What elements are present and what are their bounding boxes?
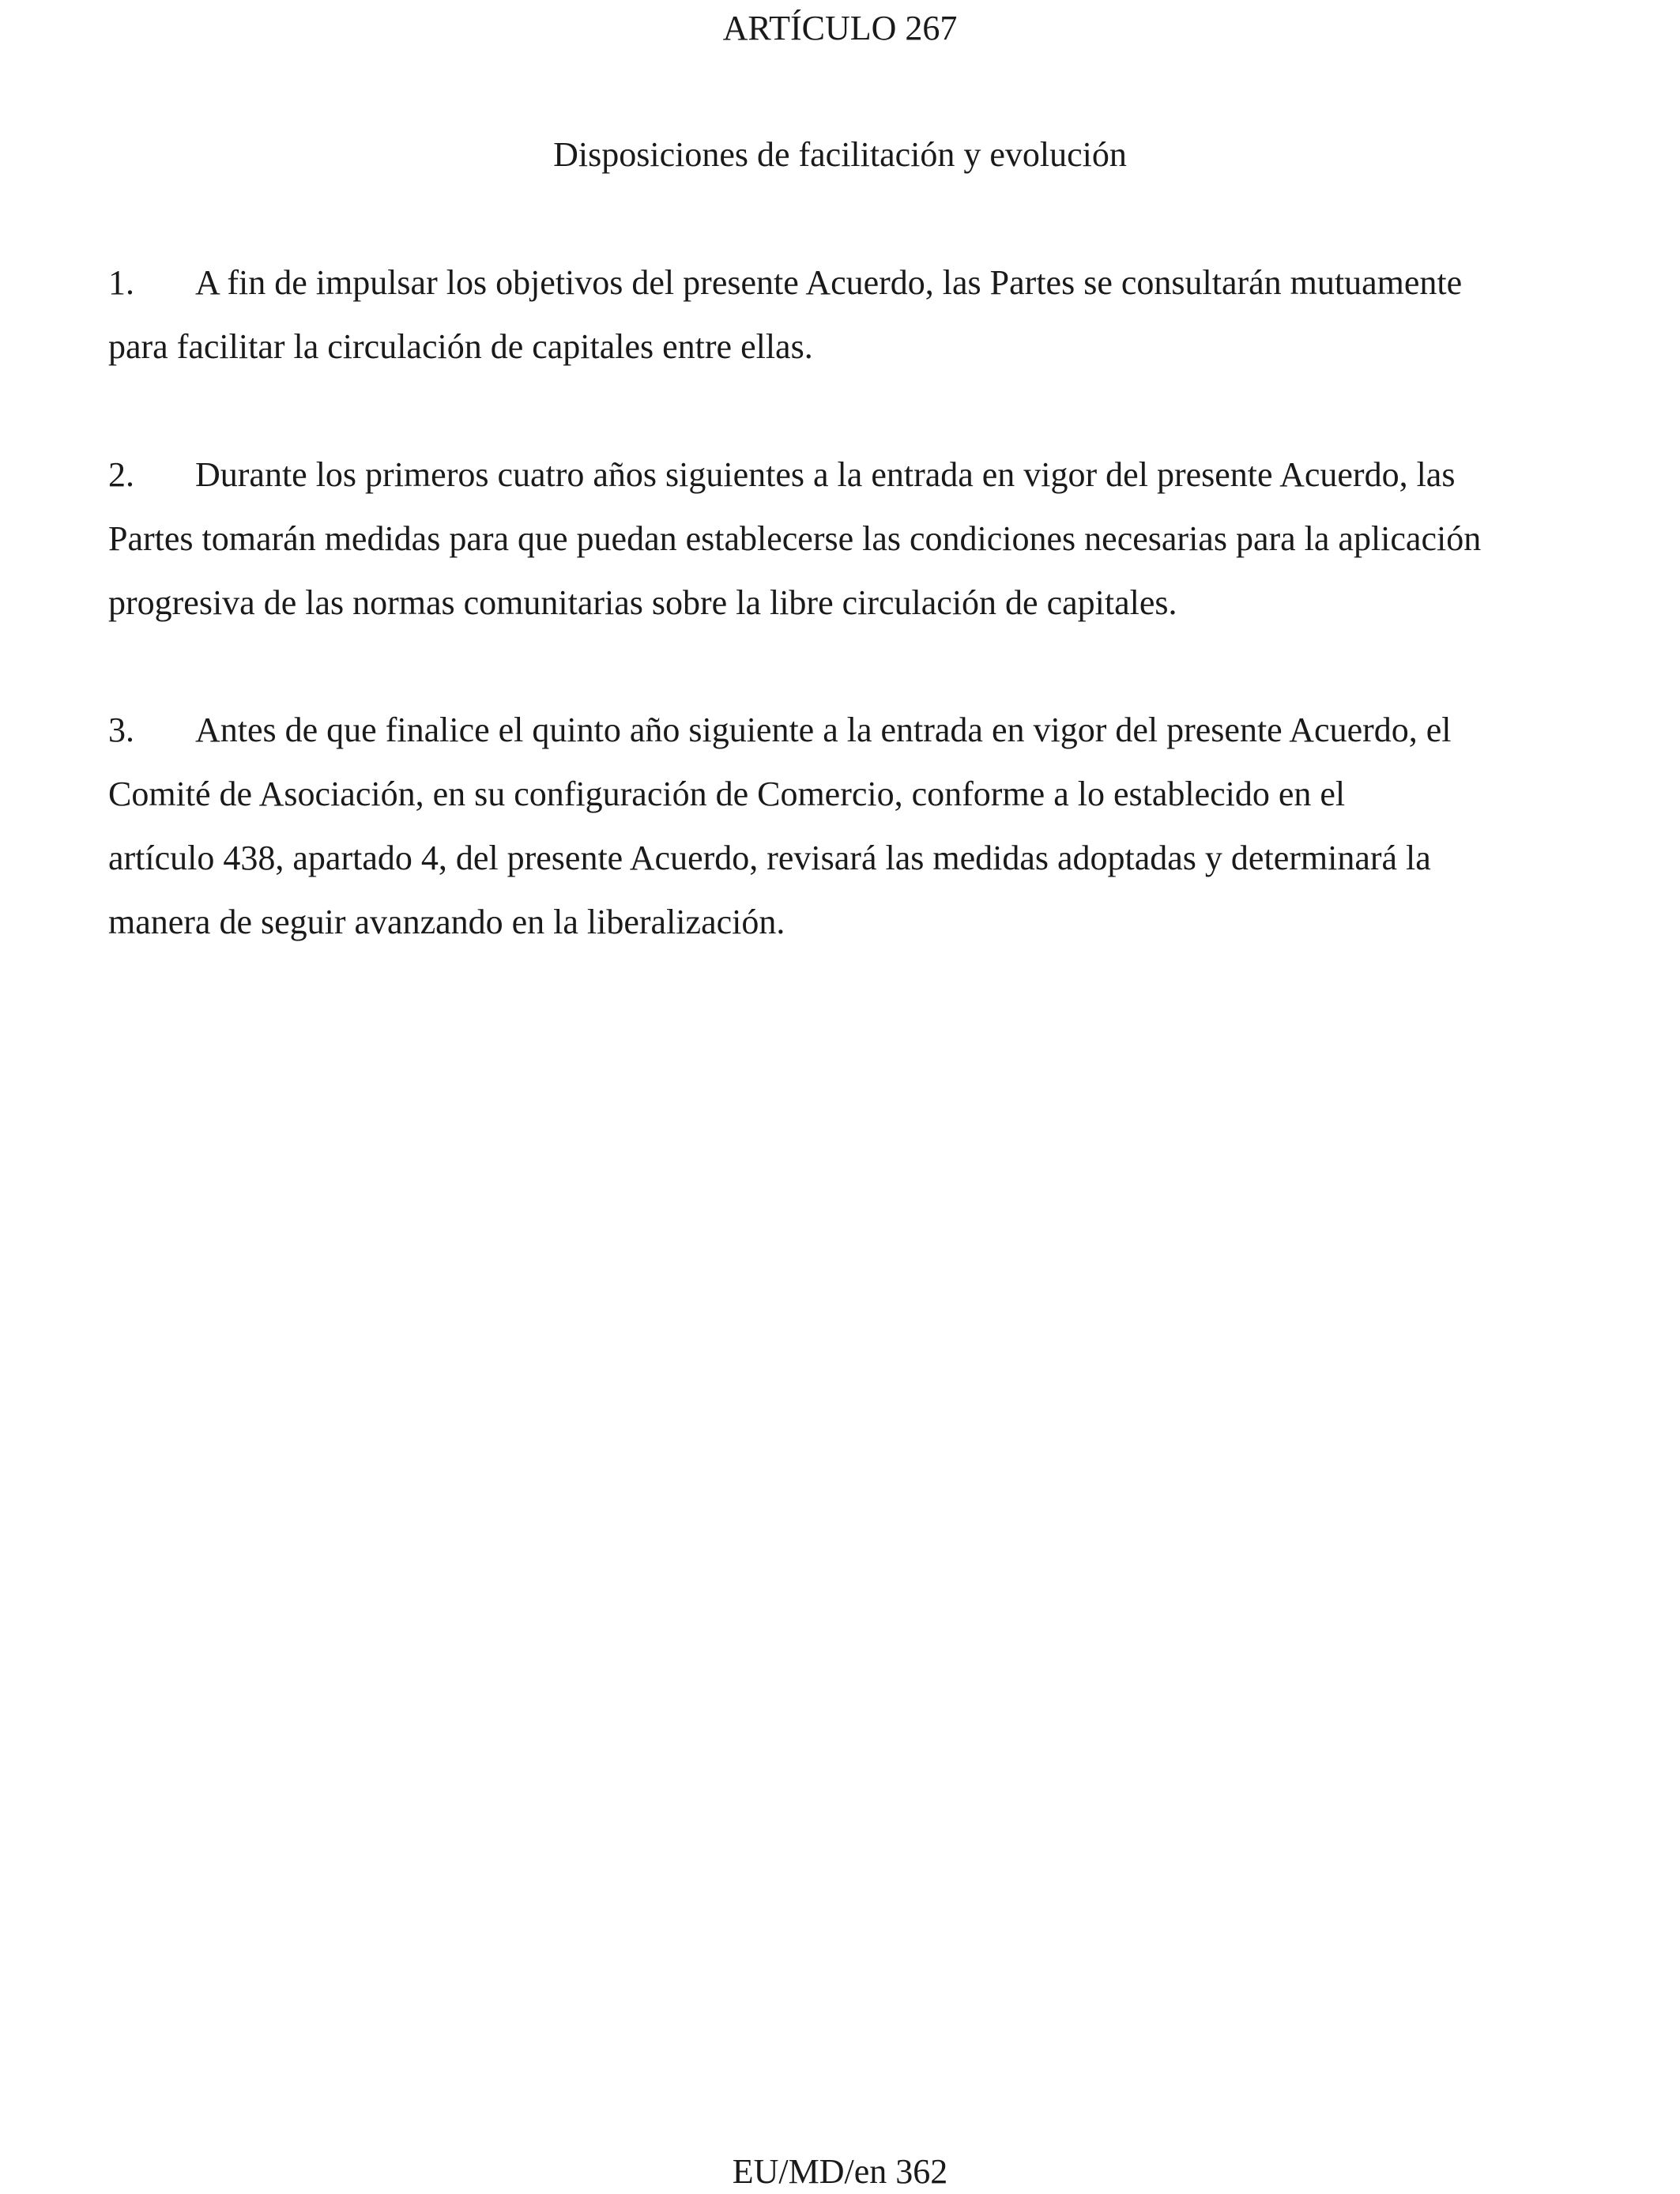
paragraph-line: artículo 438, apartado 4, del presente Acuerdo, revisará las medidas adoptadas y determinará la: [108, 839, 1431, 877]
page-footer: EU/MD/en 362: [732, 2152, 948, 2191]
article-title: Disposiciones de facilitación y evolución: [553, 135, 1127, 174]
paragraph-text: Antes de que finalice el quinto año siguiente a la entrada en vigor del presente Acuerdo, el: [195, 711, 1452, 749]
paragraph-1: [108, 251, 1578, 379]
paragraph-line: [108, 251, 1578, 315]
article-number: ARTÍCULO 267: [722, 9, 958, 47]
paragraph-line: [108, 698, 1578, 762]
paragraph-line: para facilitar la circulación de capitales entre ellas.: [108, 327, 813, 366]
paragraph-line: Comité de Asociación, en su configuración de Comercio, conforme a lo establecido en el: [108, 775, 1346, 813]
paragraph-3: [108, 698, 1578, 954]
paragraph-2: [108, 443, 1578, 635]
paragraph-number: 1.: [108, 263, 134, 302]
paragraph-text: A fin de impulsar los objetivos del presente Acuerdo, las Partes se consultarán mutuamente: [195, 263, 1463, 302]
paragraph-number: 2.: [108, 455, 134, 494]
paragraph-text: Durante los primeros cuatro años siguientes a la entrada en vigor del presente Acuerdo, las: [195, 455, 1456, 494]
paragraph-line: Partes tomarán medidas para que puedan establecerse las condiciones necesarias para la aplicación: [108, 519, 1482, 558]
paragraph-line: [108, 443, 1578, 507]
paragraph-number: 3.: [108, 711, 134, 749]
paragraph-line: progresiva de las normas comunitarias sobre la libre circulación de capitales.: [108, 583, 1177, 622]
paragraph-line: manera de seguir avanzando en la liberalización.: [108, 903, 785, 941]
